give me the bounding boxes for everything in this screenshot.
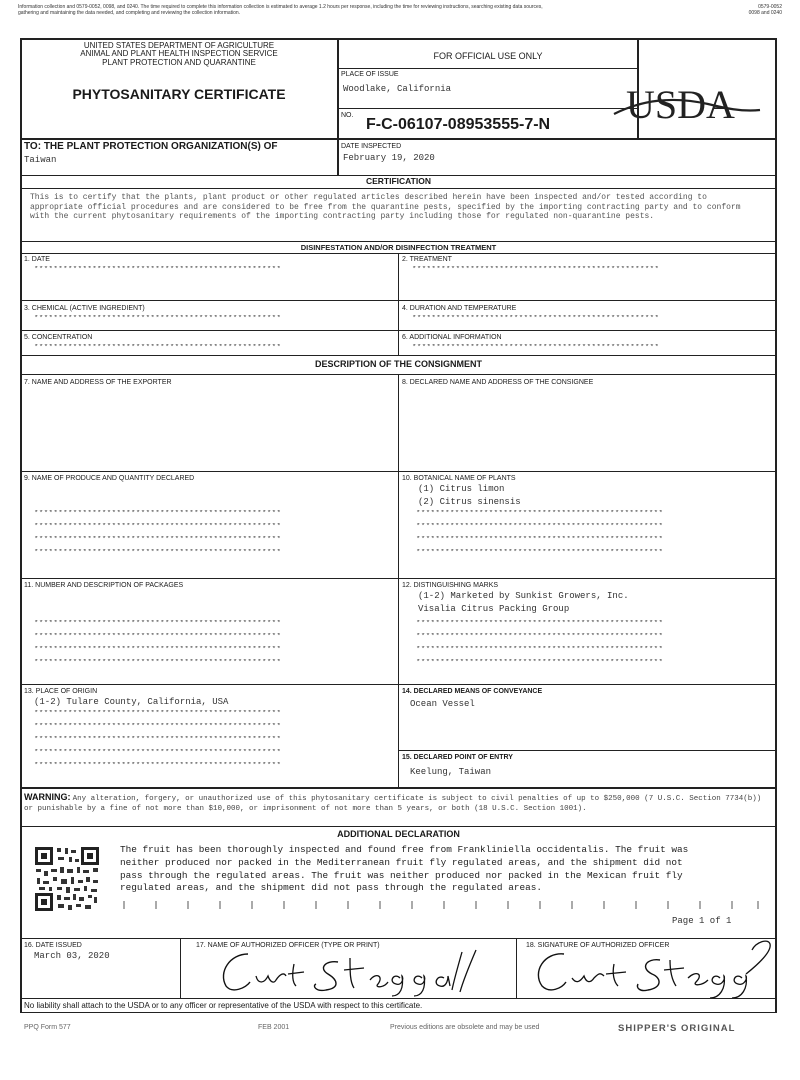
packages-label: 11. NUMBER AND DESCRIPTION OF PACKAGES (24, 582, 184, 589)
certificate-number: F-C-06107-08953555-7-N (366, 116, 551, 133)
certification-heading: CERTIFICATION (365, 176, 431, 186)
botanical-item-1: (1) Citrus limon (418, 484, 505, 494)
signature-label: 18. SIGNATURE OF AUTHORIZED OFFICER (526, 942, 670, 949)
concentration-label: 5. CONCENTRATION (24, 334, 93, 341)
origin-value: (1-2) Tulare County, California, USA (34, 697, 229, 707)
conveyance-value: Ocean Vessel (410, 699, 475, 709)
chemical-label: 3. CHEMICAL (ACTIVE INGREDIENT) (24, 305, 145, 312)
chemical-stars: *************************************************** (34, 315, 282, 323)
treatment-label: 2. TREATMENT (402, 256, 452, 263)
consignee-label: 8. DECLARED NAME AND ADDRESS OF THE CONSIGNEE (402, 379, 594, 386)
declaration-line-4: regulated areas, and the shipment did not pass through the regulated areas. (120, 882, 542, 894)
form-date: FEB 2001 (258, 1024, 290, 1031)
entry-point-label: 15. DECLARED POINT OF ENTRY (402, 754, 513, 761)
previous-editions-note: Previous editions are obsolete and may be used (390, 1024, 540, 1031)
officer-name-label: 17. NAME OF AUTHORIZED OFFICER (TYPE OR PRINT) (196, 942, 380, 949)
officer-handwritten-name (200, 942, 500, 998)
duration-stars: *************************************************** (412, 315, 660, 323)
warning-block (24, 792, 764, 813)
place-of-issue-value: Woodlake, California (343, 84, 452, 94)
exporter-label: 7. NAME AND ADDRESS OF THE EXPORTER (24, 379, 172, 386)
form-number: PPQ Form 577 (24, 1024, 71, 1031)
department-header: UNITED STATES DEPARTMENT OF AGRICULTURE ANIMAL AND PLANT HEALTH INSPECTION SERVICE PLANT PROTECTION AND QUARANTINE (80, 41, 278, 67)
additional-info-label: 6. ADDITIONAL INFORMATION (402, 334, 502, 341)
official-use-label: FOR OFFICIAL USE ONLY (433, 51, 543, 61)
marks-line-2: Visalia Citrus Packing Group (418, 604, 570, 614)
origin-stars-block: *************************************************** *************************************************** *************************************************** *************************************************** *************************************************** (34, 710, 282, 770)
warning-text: Any alteration, forgery, or unauthorized use of this phytosanitary certificate is subject to civil penalties of up to $250,000 (7 U.S.C. Section 7734(b)) or punishable by a fine of not more than $10,000, or imprisonment of not more than 5 years, or both (18 U.S.C. Section 1001). (24, 795, 762, 813)
declaration-line-1: The fruit has been thoroughly inspected and found free from Frankliniella occidentalis. The fruit was (120, 844, 689, 855)
place-of-issue-label: PLACE OF ISSUE (341, 71, 399, 78)
document-title: PHYTOSANITARY CERTIFICATE (72, 86, 286, 102)
duration-label: 4. DURATION AND TEMPERATURE (402, 305, 517, 312)
usda-logo (612, 78, 762, 128)
date-issued-value: March 03, 2020 (34, 951, 110, 961)
botanical-label: 10. BOTANICAL NAME OF PLANTS (402, 475, 516, 482)
declaration-line-3: pass through the regulated areas. The fruit was neither produced nor packed in the Mexican fruit fly (120, 869, 683, 881)
svg-text:USDA: USDA (626, 82, 735, 127)
omb-number: 0579-0052 0098 and 0240 (748, 4, 782, 16)
entry-point-value: Keelung, Taiwan (410, 767, 492, 777)
distinguishing-marks-label: 12. DISTINGUISHING MARKS (402, 582, 499, 589)
declaration-tick-marks (122, 898, 762, 908)
date-issued-label: 16. DATE ISSUED (24, 942, 82, 949)
declaration-line-2: neither produced nor packed in the Mediterranean fruit fly regulated areas, and the shipment did not (120, 856, 683, 868)
date-inspected-label: DATE INSPECTED (341, 143, 402, 150)
produce-stars-block: *************************************************** *************************************************** *************************************************** *************************************************** (34, 510, 282, 557)
treatment-heading: DISINFESTATION AND/OR DISINFECTION TREATMENT (300, 243, 497, 252)
conveyance-label: 14. DECLARED MEANS OF CONVEYANCE (402, 688, 543, 695)
concentration-stars: *************************************************** (34, 344, 282, 352)
page-indicator: Page 1 of 1 (672, 916, 732, 926)
liability-statement: No liability shall attach to the USDA or to any officer or representative of the USDA with respect to this certificate. (24, 1001, 423, 1010)
burden-statement: Information collection and 0579-0052, 0098, and 0240. The time required to complete this information collection is estimated to average 1.2 hours per response, including the time for reviewing instructions, searching existing data sources, gathering and maintaining the data needed, and completing and reviewing the collection information. (18, 4, 543, 16)
additional-info-stars: *************************************************** (412, 344, 660, 352)
warning-label: WARNING: (24, 792, 71, 802)
authorized-officer-signature (520, 930, 775, 1002)
date-inspected-value: February 19, 2020 (343, 153, 435, 163)
produce-label: 9. NAME OF PRODUCE AND QUANTITY DECLARED (24, 475, 195, 482)
packages-stars-block: *************************************************** *************************************************** *************************************************** *************************************************** (34, 620, 282, 667)
to-organization-label: TO: THE PLANT PROTECTION ORGANIZATION(S) OF (24, 141, 278, 152)
additional-declaration-heading: ADDITIONAL DECLARATION (337, 829, 460, 839)
certification-text: This is to certify that the plants, plant product or other regulated articles described herein have been inspected and/or tested according to appropriate official procedures and are considered to be free from the quarantine pests, specified by the importing contracting party and to conform with the current phytosanitary requirements of the importing contracting party including those for regulated non-quarantine pests. (30, 193, 741, 222)
marks-line-1: (1-2) Marketed by Sunkist Growers, Inc. (418, 591, 629, 601)
botanical-item-2: (2) Citrus sinensis (418, 497, 521, 507)
to-organization-value: Taiwan (24, 155, 57, 165)
origin-label: 13. PLACE OF ORIGIN (24, 688, 98, 695)
consignment-heading: DESCRIPTION OF THE CONSIGNMENT (314, 359, 482, 369)
treatment-stars: *************************************************** (412, 266, 660, 274)
additional-declaration-text (120, 844, 770, 895)
treatment-date-stars: *************************************************** (34, 266, 282, 274)
certificate-number-label: NO. (341, 112, 354, 119)
qr-code-icon[interactable] (33, 845, 101, 913)
copy-type-label: SHIPPER'S ORIGINAL (618, 1023, 736, 1034)
marks-stars-block: *************************************************** *************************************************** *************************************************** *************************************************** (416, 620, 664, 667)
treatment-date-label: 1. DATE (24, 256, 50, 263)
botanical-stars-block: *************************************************** *************************************************** *************************************************** *************************************************** (416, 510, 664, 557)
